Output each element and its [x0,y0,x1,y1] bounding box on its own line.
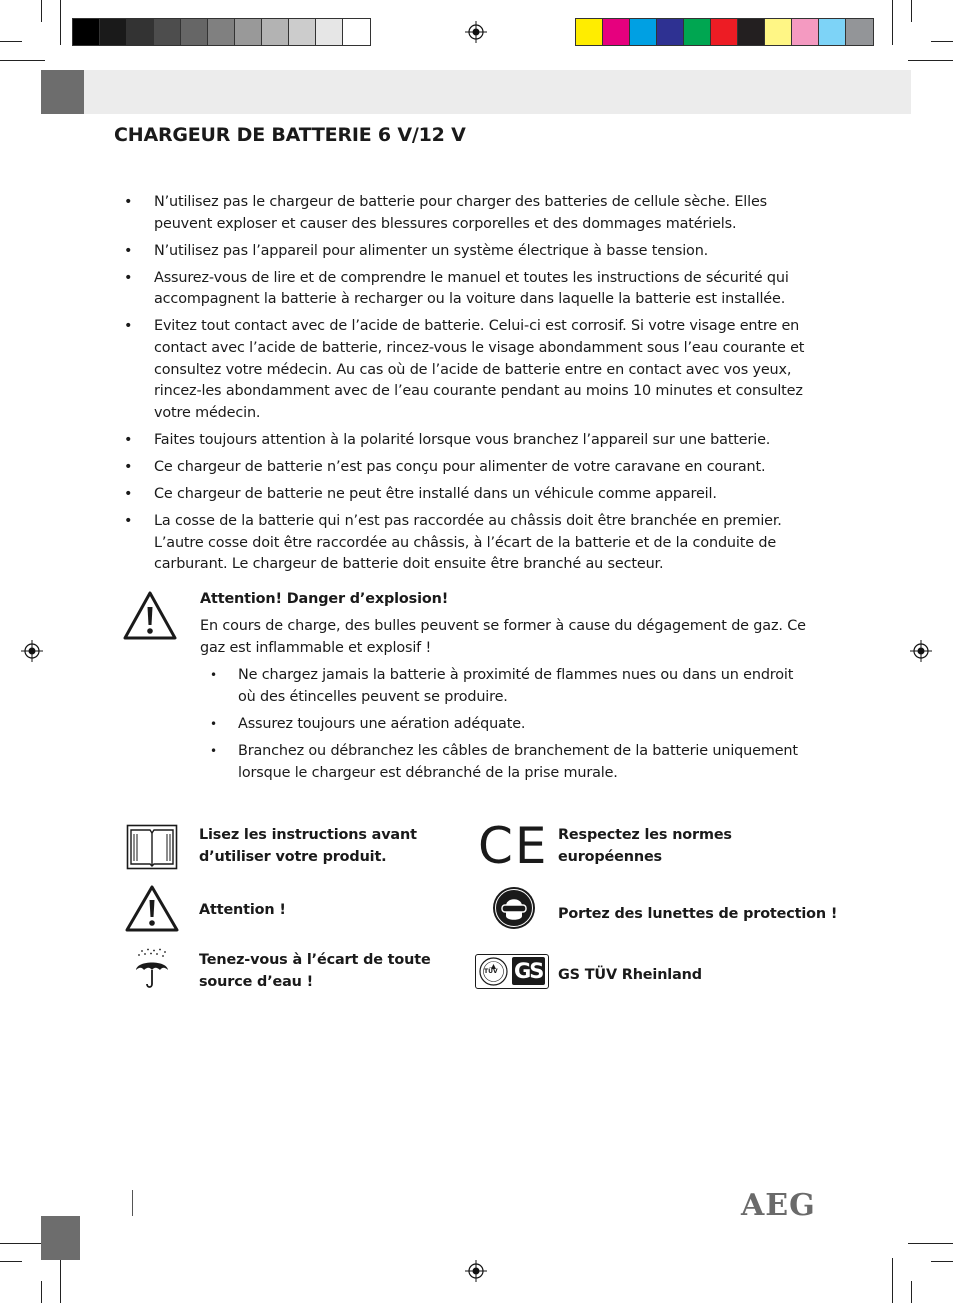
symbol-gs-tuv-label: GS TÜV Rheinland [558,967,702,983]
color-swatch [235,19,262,45]
crop-mark [60,1258,61,1303]
color-swatch [127,19,154,45]
list-item: • Assurez-vous de lire et de comprendre le manuel et toutes les instructions de sécurité qui accompagnent la batterie à recharger ou la voiture dans laquelle la batterie est installée. [124,269,789,308]
color-swatch [262,19,289,45]
list-item: • Faites toujours attention à la polarité lorsque vous branchez l’appareil sur une batterie. [120,430,840,452]
crop-mark [911,1281,912,1303]
crop-mark [0,41,22,42]
symbol-read-manual-label: Lisez les instructions avant d’utiliser votre produit. [199,827,417,865]
footer-divider [132,1190,133,1216]
color-swatch [576,19,603,45]
bullet: • [124,431,133,448]
symbol-goggles-label: Portez des lunettes de protection ! [558,906,838,922]
warning-heading: Attention! Danger d’explosion! [200,591,449,607]
process-color-bar [575,18,874,46]
list-item: • Ce chargeur de batterie ne peut être installé dans un véhicule comme appareil. [120,484,840,506]
color-swatch [792,19,819,45]
list-item: • Evitez tout contact avec de l’acide de batterie. Celui-ci est corrosif. Si votre visage entre en contact avec l’acide de batterie, rincez-vous le visage abondamment sous l’eau courante et consultez votre médecin. Au cas où de l’acide de batterie entre en contact avec vos yeux, rincez-les abondamment avec de l’eau courante pendant au moins 10 minutes et consultez votre médecin. [124,318,805,421]
bullet: • [124,194,133,210]
color-swatch [316,19,343,45]
umbrella-rain-icon [134,948,170,990]
bullet: • [210,668,217,683]
safety-instructions-list [120,192,840,582]
color-swatch [181,19,208,45]
bullet: • [124,459,133,476]
crop-mark [931,41,953,42]
color-swatch [819,19,846,45]
crop-mark [60,0,61,45]
grayscale-color-bar [72,18,371,46]
color-swatch [343,19,370,45]
color-swatch [603,19,630,45]
crop-mark [0,1261,22,1262]
color-swatch [711,19,738,45]
color-swatch [73,19,100,45]
list-item: • La cosse de la batterie qui n’est pas raccordée au châssis doit être branchée en premier. L’autre cosse doit être raccordée au châssis, à l’écart de la batterie et de la conduite de carburant. Le chargeur de batterie doit ensuite être branché au secteur. [124,513,782,573]
gs-label: GS [514,959,543,983]
header-tab-square [41,70,84,114]
header-band [41,70,911,114]
crop-mark [911,0,912,22]
registration-mark-icon [21,640,43,662]
color-swatch [289,19,316,45]
bullet: • [124,269,133,286]
crop-mark [892,0,893,45]
registration-mark-icon [465,1260,487,1282]
crop-mark [908,1243,953,1244]
crop-mark [892,1258,893,1303]
page-title: CHARGEUR DE BATTERIE 6 V/12 V [114,124,466,146]
registration-mark-icon [465,21,487,43]
crop-mark [0,1243,45,1244]
warning-text: En cours de charge, des bulles peuvent se former à cause du dégagement de gaz. Ce gaz est inflammable et explosif ! [200,618,806,656]
list-item: • N’utilisez pas le chargeur de batterie pour charger des batteries de cellule sèche. Elles peuvent exploser et causer des blessures corporelles et des dommages matériels. [124,194,768,232]
color-swatch [684,19,711,45]
ce-mark-icon: CE [478,817,549,875]
list-item: • Ce chargeur de batterie n’est pas conçu pour alimenter de votre caravane en courant. [120,457,840,479]
color-swatch [657,19,684,45]
bullet: • [210,716,217,731]
color-swatch [846,19,873,45]
symbol-keep-dry-label: Tenez-vous à l’écart de toute source d’eau ! [199,952,431,990]
gs-tuv-mark-icon [475,954,549,989]
list-item: • Branchez ou débranchez les câbles de branchement de la batterie uniquement lorsque le chargeur est débranché de la prise murale. [210,742,798,781]
symbol-ce-label: Respectez les normes européennes [558,827,732,865]
warning-triangle-icon [124,884,180,934]
safety-goggles-icon [492,886,536,930]
color-swatch [208,19,235,45]
color-swatch [154,19,181,45]
crop-mark [908,60,953,61]
bullet: • [210,743,217,758]
list-item: • Ne chargez jamais la batterie à proximité de flammes nues ou dans un endroit où des étincelles peuvent se produire. [210,667,794,705]
bullet: • [124,242,133,259]
color-swatch [630,19,657,45]
crop-mark [0,60,45,61]
symbol-attention-label: Attention ! [199,902,286,918]
bullet: • [124,318,133,335]
color-swatch [100,19,127,45]
aeg-logo: AEG [741,1188,816,1223]
warning-list [200,665,840,784]
crop-mark [931,1261,953,1262]
list-item: • Assurez toujours une aération adéquate. [200,714,840,736]
footer-tab-square [41,1216,80,1260]
color-swatch [765,19,792,45]
crop-mark [41,1281,42,1303]
bullet: • [124,513,133,530]
registration-mark-icon [910,640,932,662]
list-item: • N’utilisez pas l’appareil pour alimenter un système électrique à basse tension. [120,241,840,263]
open-book-icon [126,824,178,870]
bullet: • [124,486,133,503]
color-swatch [738,19,765,45]
crop-mark [41,0,42,22]
warning-triangle-icon [122,590,178,642]
tuv-label: TÜV [484,968,498,975]
